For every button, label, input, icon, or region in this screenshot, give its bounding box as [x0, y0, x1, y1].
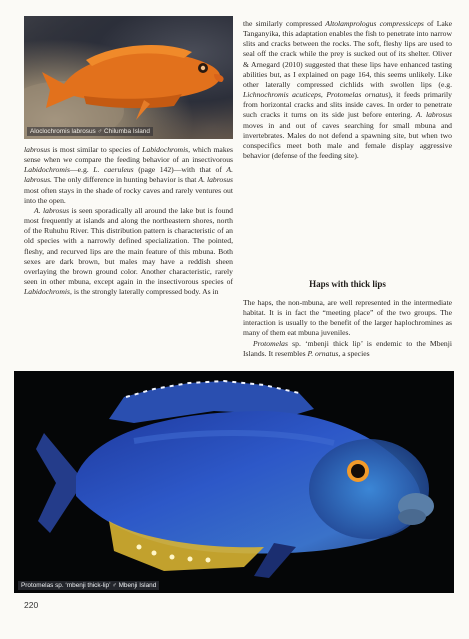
italic-text: Lichnochromis acuticeps, Protomelas ornatus	[243, 90, 389, 100]
paragraph: The haps, the non-mbuna, are well represented in the intermediate habitat. It is in fact the “meeting place” of the two groups. The interaction is usually to the benefit of the larger haplochromines as many of them eat mbuna juveniles.	[243, 298, 452, 338]
italic-text: A. labrosus	[198, 175, 233, 185]
text: which makes sense when we compare the feeding behavior of an insectivorous	[24, 145, 234, 165]
text: moves in and out of caves searching for small mbuna and invertebrates. Males do not defend a spawning site, but when two conspecifics meet both male and female display aggressive behavior (defense of the feeding site).	[243, 120, 452, 161]
right-text-column-lower	[243, 298, 452, 359]
italic-text: P. ornatus,	[307, 348, 341, 358]
italic-text: A. labrosus	[34, 205, 70, 215]
section-heading: Haps with thick lips	[309, 279, 386, 289]
text: of Lake Tanganyika, this adaptation enables the fish to penetrate into narrow slits and cracks between the rocks. The soft, fleshy lips are used to seal off the crack while the prey is sucked out of its shelter. Oliver & Arnegard (2010) suggested that these lips have enhanced tasting abilities but, as I explained on page 164, this seems unlikely. Like other laterally compressed cichlids with swollen lips (e.g.	[243, 19, 452, 89]
paragraph	[243, 339, 452, 359]
italic-text: Altolamprologus compressiceps	[325, 19, 424, 28]
text: a species	[340, 348, 370, 358]
text: is the strongly laterally compressed body. As in	[71, 287, 219, 297]
paragraph	[24, 145, 233, 206]
text: is seen sporadically all around the lake but is found most frequently at islands and along the northeastern shores, north of the Ruhuhu River. This distribution pattern is characteristic of an old species with a narrowly defined specialization. The pointed, fleshy, and recurved lips are the main feature of this mbuna. Both sexes are dark brown, but males may have a reddish sheen overlaying the brown ground color. Another characteristic, rarely seen in other mbuna, except again in the insectivorous species of	[24, 205, 234, 287]
paragraph	[24, 206, 233, 297]
text: sp. ‘mbenji thick lip’ is endemic to the Mbenji Islands. It resembles	[243, 338, 452, 358]
italic-text: Protomelas	[253, 338, 288, 348]
fish-illustration-blue	[14, 371, 454, 593]
photo-caption: Aloclochromis labrosus ♂ Chilumba Island	[27, 127, 153, 136]
text: ), it feeds primarily from horizontal cracks and slits inside caves. In order to penetrate such cracks it turns on its side just before entering.	[243, 90, 452, 120]
italic-text: labrosus	[24, 145, 51, 154]
text: is most similar to species of	[50, 145, 143, 154]
text: the similarly compressed	[243, 19, 326, 28]
text: most often stays in the shade of rocky caves and rarely ventures out into the open.	[24, 185, 233, 205]
photo-caption: Protomelas sp. ‘mbenji thick-lip’ ♂ Mbenji Island	[18, 581, 159, 590]
paragraph	[243, 19, 452, 161]
italic-text: L. caeruleus	[93, 165, 134, 175]
italic-text: Labidochromis	[24, 165, 70, 175]
text: The only difference in hunting behavior is that	[51, 175, 199, 185]
photo-aulonocranus-labrosus	[24, 16, 233, 139]
fish-illustration-orange	[24, 16, 233, 139]
page-number: 220	[24, 600, 39, 610]
left-text-column	[24, 145, 233, 297]
italic-text: Labidochromis,	[142, 145, 191, 154]
text: (page 142)—with that of	[133, 165, 227, 175]
italic-text: A. labrosus	[415, 110, 452, 120]
photo-protomelas-mbenji-thick-lip	[14, 371, 454, 593]
right-text-column	[243, 19, 452, 161]
italic-text: Labidochromis,	[24, 287, 72, 297]
italic-text: A. labrosus.	[24, 165, 233, 185]
text: —e.g.	[70, 165, 94, 175]
